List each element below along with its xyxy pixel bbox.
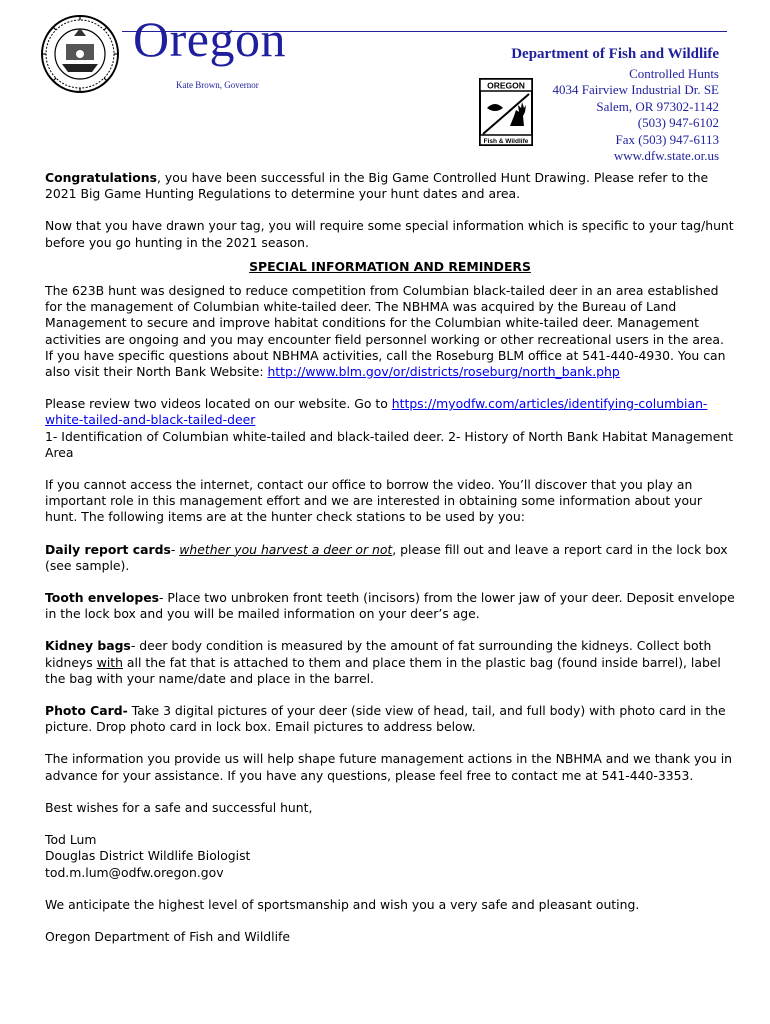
address-line: Salem, OR 97302-1142 — [596, 98, 719, 114]
internet-note-paragraph: If you cannot access the internet, contact our office to borrow the video. You’ll discover that you play an important role in this management effort and we are interested in obtaining some information about your hunt. The following items are at the hunter check stations to be used by you: — [45, 477, 702, 525]
videos-list: 1- Identification of Columbian white-tailed and black-tailed deer. 2- History of North Bank Habitat Management Area — [45, 428, 734, 460]
sportsmanship-paragraph: We anticipate the highest level of sportsmanship and wish you a very safe and pleasant outing. — [45, 896, 640, 912]
kidney-bags-label: Kidney bags — [45, 638, 131, 654]
congratulations-text: , you have been successful in the Big Game Controlled Hunt Drawing. Please refer to the 2021 Big Game Hunting Regulations to determine your hunt dates and area. — [45, 170, 709, 202]
daily-report-label: Daily report cards — [45, 541, 171, 557]
kidney-bags-with: with — [96, 654, 123, 670]
kidney-bags-text: - deer body condition is measured by the amount of fat surrounding the kidneys. Collect both kidneys — [45, 638, 712, 670]
north-bank-link[interactable]: http://www.blm.gov/or/districts/roseburg/north_bank.php — [267, 364, 620, 380]
letter-body — [45, 170, 735, 961]
department-address — [553, 66, 719, 164]
address-line: 4034 Fairview Industrial Dr. SE — [552, 82, 719, 98]
address-line: Controlled Hunts — [629, 66, 719, 81]
signer-title: Douglas District Wildlife Biologist — [45, 848, 251, 864]
hunt-info-text: The 623B hunt was designed to reduce competition from Columbian black-tailed deer in an area established for the management of Columbian white-tailed deer. The NBHMA was acquired by the Bureau of Land Management to secure and improve habitat conditions for the Columbian white-tailed deer. Management activities are ongoing and you may encounter field personnel working or other recreational users in the area. If you have specific questions about NBHMA activities, call the Roseburg BLM office at 541-440-4930. You can also visit their North Bank Website: — [45, 283, 726, 380]
department-name: Department of Fish and Wildlife — [511, 46, 719, 62]
state-name: Oregon — [133, 11, 286, 67]
logo-text-top: OREGON — [487, 80, 525, 91]
daily-report-dash: - — [170, 541, 180, 557]
tag-info-paragraph: Now that you have drawn your tag, you will require some special information which is specific to your tag/hunt before you go hunting in the 2021 season. — [45, 218, 734, 250]
state-seal-icon — [40, 14, 120, 94]
tooth-envelopes-text: - Place two unbroken front teeth (incisors) from the lower jaw of your deer. Deposit envelope in the lock box and you will be mailed information on your deer’s age. — [45, 590, 735, 622]
address-line: www.dfw.state.or.us — [613, 148, 719, 164]
tooth-envelopes-label: Tooth envelopes — [45, 590, 160, 606]
signer-email: tod.m.lum@odfw.oregon.gov — [45, 864, 224, 880]
videos-text: Please review two videos located on our website. Go to — [45, 396, 392, 412]
photo-card-label: Photo Card- — [45, 703, 128, 719]
hunt-info-paragraph — [45, 283, 735, 380]
congratulations-lead: Congratulations — [45, 170, 157, 185]
kidney-bags-text-end: all the fat that is attached to them and place them in the plastic bag (found inside barrel), label the bag with your name/date and place in the barrel. — [45, 654, 721, 686]
organization-name: Oregon Department of Fish and Wildlife — [45, 928, 290, 944]
best-wishes: Best wishes for a safe and successful hunt, — [45, 799, 313, 815]
congratulations-paragraph — [45, 170, 735, 202]
photo-card-paragraph — [45, 703, 735, 735]
logo-text-bottom: Fish & Wildlife — [483, 138, 529, 145]
address-line: Fax (503) 947-6113 — [615, 131, 719, 147]
daily-report-emphasis: whether you harvest a deer or not — [179, 541, 393, 557]
videos-link[interactable]: https://myodfw.com/articles/identifying-columbian-white-tailed-and-black-tailed-deer — [45, 396, 708, 428]
tooth-envelopes-paragraph — [45, 590, 735, 622]
section-heading: SPECIAL INFORMATION AND REMINDERS — [249, 258, 531, 274]
signer-name: Tod Lum — [45, 832, 97, 848]
governor-name: Kate Brown, Governor — [176, 80, 259, 90]
thanks-paragraph: The information you provide us will help shape future management actions in the NBHMA and we thank you in advance for your assistance. If you have any questions, please feel free to contact me at 541-440-3353. — [45, 751, 733, 783]
daily-report-paragraph — [45, 542, 735, 574]
header-rule — [122, 31, 727, 32]
address-line: (503) 947-6102 — [637, 115, 719, 131]
kidney-bags-paragraph — [45, 638, 735, 687]
videos-paragraph — [45, 396, 735, 461]
letterhead — [0, 0, 770, 170]
signature-block — [45, 832, 735, 881]
photo-card-text: Take 3 digital pictures of your deer (side view of head, tail, and full body) with photo card in the picture. Drop photo card in lock box. Email pictures to address below. — [45, 703, 726, 735]
odfw-logo-icon — [479, 78, 533, 146]
daily-report-text: , please fill out and leave a report card in the lock box (see sample). — [45, 541, 728, 573]
